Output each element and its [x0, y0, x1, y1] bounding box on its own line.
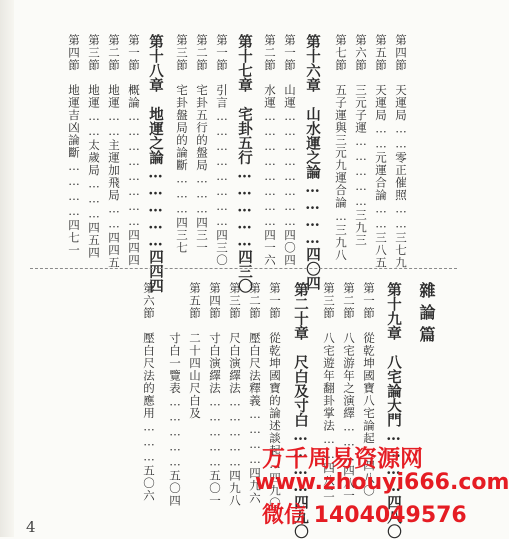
toc-entry: 第三節 尺白演繹法……………四九八	[228, 282, 242, 507]
toc-entry: 第二節 宅卦五行的盤局………四三一	[195, 34, 209, 254]
chapter-heading: 第十九章 八宅論大門…………四八〇	[385, 282, 402, 539]
toc-entry: 第四節 寸白演繹法……………五〇一	[208, 282, 222, 507]
page-number: 4	[26, 518, 36, 536]
toc-entry: 寸白一覽表……………五〇四	[168, 282, 182, 507]
toc-entry: 第六節 三元子運……………三九三	[354, 34, 368, 247]
toc-entry: 第三節 八宅遊年翻卦掌法……四八二	[322, 282, 336, 500]
toc-entry: 第四節 地運吉凶論斷…………四七一	[67, 34, 81, 257]
toc-entry: 第一節 引言……………………四三〇	[215, 34, 229, 267]
toc-entry: 第六節 壓白尺法的應用………五〇六	[142, 282, 156, 502]
toc-entry: 第一節 概論……………………四四四	[127, 34, 141, 267]
toc-entry: 第二節 地運……主運加飛局……四四五	[107, 34, 121, 269]
page-spine-shadow	[0, 0, 14, 537]
chapter-heading: 第十七章 宅卦五行……………四三〇	[236, 34, 253, 293]
toc-entry: 第三節 宅卦盤局的論斷………四三七	[175, 34, 189, 254]
chapter-heading: 第十八章 地運之論……………四四四	[147, 34, 164, 293]
toc-entry: 第一節 從乾坤國寶的論述談起…四九〇	[268, 282, 282, 510]
part-heading: 雜論篇	[417, 282, 436, 348]
watermark-contact: 微信 1404049576	[262, 503, 467, 528]
toc-entry: 第一節 從乾坤國寶八宅論起…四八〇	[362, 282, 376, 497]
chapter-heading: 第十六章 山水運之論…………四〇四	[304, 34, 321, 291]
toc-entry: 第一節 山運……………………四〇四	[283, 34, 297, 267]
chapter-heading: 第二十章 尺白及寸白…………四九〇	[292, 282, 309, 539]
toc-entry: 第五節 二十四山尺白及	[188, 282, 202, 420]
toc-entry: 第二節 壓白尺法釋義…………四九六	[248, 282, 262, 505]
toc-entry: 第七節 五子運與三元九運合論…三九八	[334, 34, 348, 262]
toc-entry: 第五節 天運局……元運合論……三八五	[374, 34, 388, 269]
section-divider	[30, 268, 457, 269]
toc-entry: 第四節 天運局……零正催照……三七九	[394, 34, 408, 269]
toc-entry: 第二節 水運……………………四一六	[263, 34, 277, 267]
toc-entry: 第二節 八宅游年之演繹………四八一	[342, 282, 356, 502]
toc-entry: 第三節 地運……太歲局………四五四	[87, 34, 101, 259]
watermark-site-name: 万千周易资源网	[262, 446, 423, 472]
watermark-url: www.zhouyi666.com	[255, 470, 509, 495]
